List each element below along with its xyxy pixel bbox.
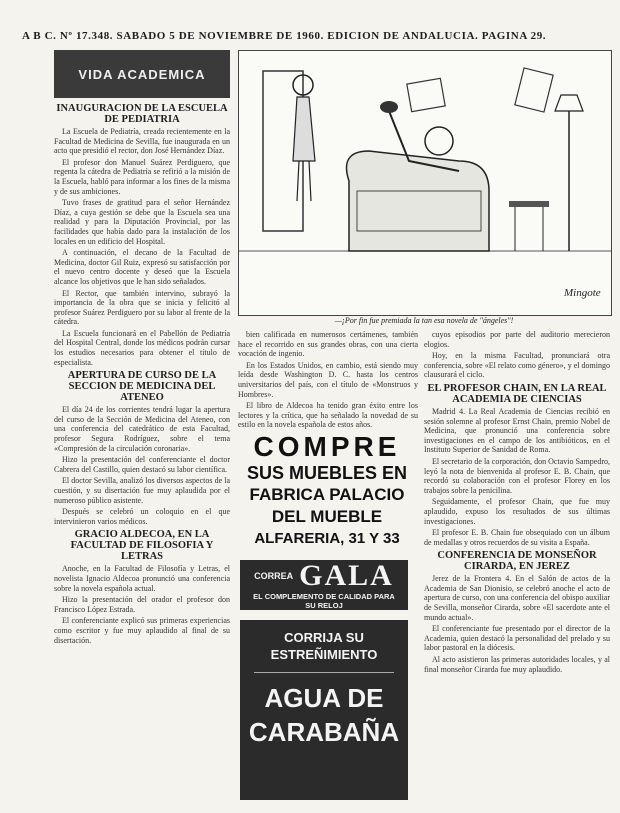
headline-aldecoa: GRACIO ALDECOA, EN LA FACULTAD DE FILOSOFIA Y LETRAS bbox=[70, 529, 214, 563]
section-logo: VIDA ACADEMICA bbox=[54, 50, 230, 98]
ad-gala-prefix: CORREA bbox=[254, 571, 294, 581]
headline-chain: EL PROFESOR CHAIN, EN LA REAL ACADEMIA DE CIENCIAS bbox=[427, 382, 607, 405]
column-left bbox=[54, 100, 230, 803]
article-paragraph: La Escuela de Pediatría, creada recientemente en la Facultad de Medicina de Sevilla, fue inaugurada en un acto que presidió el rector, don José Hernández Díaz. bbox=[54, 127, 230, 156]
article-paragraph: El secretario de la corporación, don Octavio Sampedro, leyó la nota de bienvenida al profesor E. B. Chain, que recordó su colaboración con el profesor Florey en los trabajos sobre la penicilina. bbox=[424, 456, 610, 495]
ad-muebles-line4: DEL MUEBLE bbox=[271, 507, 383, 526]
article-paragraph: El conferenciante fue presentado por el director de la Academia, quien destacó la personalidad del prelado y su labor pastoral en la diócesis. bbox=[424, 624, 610, 653]
cartoon-illustration bbox=[238, 50, 612, 316]
article-paragraph: El Rector, que también intervino, subrayó la importancia de la obra que se inicia y felicitó al profesor Suárez Perdiguero por su labor al frente de la cátedra. bbox=[54, 288, 230, 327]
headline-pediatria: INAUGURACION DE LA ESCUELA DE PEDIATRIA bbox=[56, 103, 228, 125]
article-paragraph: El doctor Sevilla, analizó los diversos aspectos de la cuestión, y su disertación fue muy aplaudida por el numeroso público asistente. bbox=[54, 476, 230, 505]
ad-muebles bbox=[236, 432, 418, 556]
article-paragraph: Hoy, en la misma Facultad, pronunciará otra conferencia, sobre «El relato como género», y el domingo clausurará el ciclo. bbox=[424, 351, 610, 380]
page-header: A B C. Nº 17.348. SABADO 5 DE NOVIEMBRE DE 1960. EDICION DE ANDALUCIA. PAGINA 29. bbox=[22, 30, 547, 42]
ad-muebles-line5: ALFARERIA, 31 Y 33 bbox=[254, 530, 400, 547]
article-paragraph: El libro de Aldecoa ha tenido gran éxito entre los lectores y la crítica, que ha señalado la novedad de su estilo en la novela española de estos años. bbox=[238, 401, 418, 430]
article-paragraph: La Escuela funcionará en el Pabellón de Pediatría del Hospital Central, donde los médicos podrán cursar los estudios necesarios para obtener el título de especialista. bbox=[54, 328, 230, 367]
article-paragraph: Anoche, en la Facultad de Filosofía y Letras, el novelista Ignacio Aldecoa pronunció una conferencia sobre la novela española actual. bbox=[54, 564, 230, 593]
ad-agua-line2: ESTREÑIMIENTO bbox=[270, 647, 378, 662]
ad-muebles-line1: COMPRE bbox=[253, 431, 401, 462]
ad-agua-line3: AGUA DE bbox=[264, 683, 384, 713]
article-paragraph: Hizo la presentación del conferenciante el doctor Cabrera del Castillo, quien destacó su labor científica. bbox=[54, 455, 230, 474]
article-paragraph: El profesor E. B. Chain fue obsequiado con un álbum de medallas y otros recuerdos de su visita a España. bbox=[424, 528, 610, 547]
ad-gala bbox=[240, 560, 408, 610]
article-paragraph: Tuvo frases de gratitud para el señor Hernández Díaz, a cuya gestión se debe que la Escuela sea una realidad y para la Diputación Provincial, por las facilidades que había dado para la instalación de los locales en un edificio del Hospital. bbox=[54, 198, 230, 246]
article-paragraph: Después se celebró un coloquio en el que intervinieron varios médicos. bbox=[54, 507, 230, 526]
article-paragraph: bien calificada en numerosos certámenes, también hace el recorrido en sus grandes obras, con una cierta vocación de ingenio. bbox=[238, 330, 418, 359]
headline-ateneo: APERTURA DE CURSO DE LA SECCION DE MEDICINA DEL ATENEO bbox=[67, 370, 217, 404]
article-paragraph: cuyos episodios por parte del auditorio merecieron elogios. bbox=[424, 330, 610, 349]
cartoon-caption: —¡Por fin fue premiada la tan esa novela de "ángeles"! bbox=[334, 316, 514, 325]
ad-agua-line4: CARABAÑA bbox=[248, 717, 400, 747]
headline-cirarda: CONFERENCIA DE MONSEÑOR CIRARDA, EN JEREZ bbox=[437, 550, 597, 573]
ad-gala-brand: GALA bbox=[299, 559, 394, 592]
ad-gala-tagline: EL COMPLEMENTO DE CALIDAD PARA SU RELOJ bbox=[253, 592, 395, 610]
article-paragraph: El profesor don Manuel Suárez Perdiguero, que regenta la cátedra de Pediatría se refirió a la misión de la Escuela, habló para informar a los fines de la misma y de sus ambiciones. bbox=[54, 157, 230, 196]
article-paragraph: El día 24 de los corrientes tendrá lugar la apertura del curso de la Sección de Medicina del Ateneo, con una conferencia del catedrático de esta Facultad, profesor Segura Rodríguez, sobre el tema «Compresión de la circulación coronaria». bbox=[54, 405, 230, 453]
article-paragraph: Madrid 4. La Real Academia de Ciencias recibió en sesión solemne al profesor Ernst Chain, premio Nobel de Medicina, que pronunció una conferencia sobre investigaciones en el campo de los antibióticos, en el Instituto Superior de Sanidad de Roma. bbox=[424, 406, 610, 455]
article-paragraph: Hizo la presentación del orador el profesor don Francisco López Estrada. bbox=[54, 595, 230, 614]
ad-agua-carabana bbox=[240, 620, 408, 800]
article-paragraph: En los Estados Unidos, en cambio, está siendo muy leída desde Washington D. C. hasta los centros universitarios del país, con el título de «Monstruos y Hombres». bbox=[238, 360, 418, 399]
cartoon-drawing bbox=[239, 51, 611, 315]
ad-muebles-line2: SUS MUEBLES EN bbox=[246, 463, 408, 483]
ad-agua-line1: CORRIJA SU bbox=[284, 630, 364, 645]
article-paragraph: El conferenciante explicó sus primeras experiencias como escritor y fue muy aplaudido al final de su disertación. bbox=[54, 616, 230, 645]
ad-muebles-line3: FABRICA PALACIO bbox=[249, 485, 405, 504]
article-paragraph: Seguidamente, el profesor Chain, que fue muy aplaudido, expuso los resultados de sus últimas investigaciones. bbox=[424, 497, 610, 526]
column-middle bbox=[238, 330, 418, 430]
cartoon-signature: Mingote bbox=[564, 287, 601, 299]
article-paragraph: Al acto asistieron las primeras autoridades locales, y al final monseñor Cirarda fue muy aplaudido. bbox=[424, 655, 610, 674]
column-right bbox=[424, 330, 610, 805]
article-paragraph: A continuación, el decano de la Facultad de Medicina, doctor Gil Ruiz, expresó su satisfacción por el nuevo centro docente y deseó que la Escuela alcance los objetivos que le han sido señalados. bbox=[54, 248, 230, 286]
article-paragraph: Jerez de la Frontera 4. En el Salón de actos de la Academia de San Dionisio, se celebró anoche el acto de apertura de curso, con una conferencia del obispo auxiliar de Sevilla, monseñor Cirarda, sobre «El sacerdote ante el mundo actual». bbox=[424, 574, 610, 622]
